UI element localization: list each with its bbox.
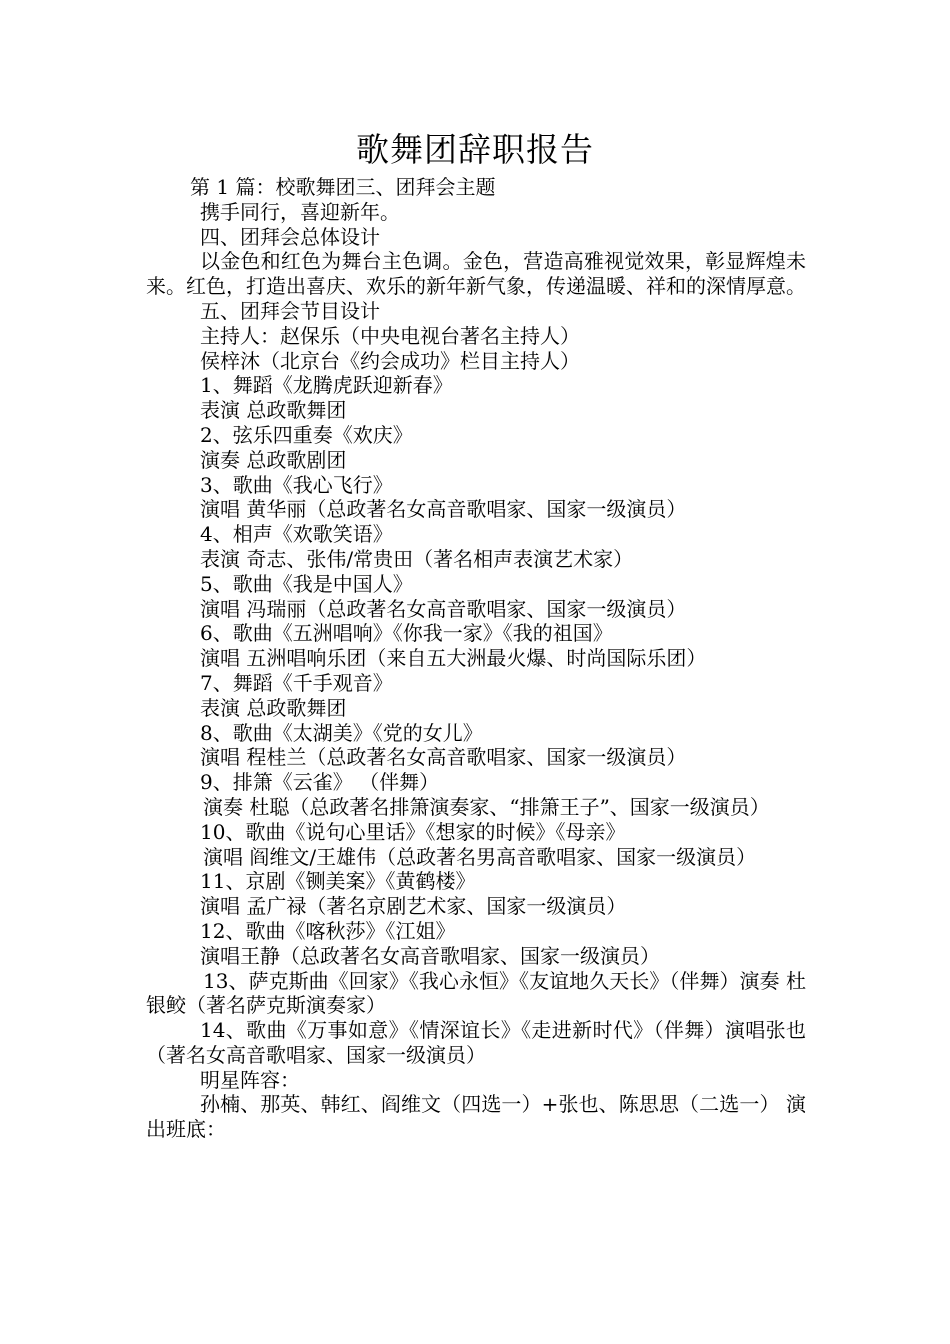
paragraph: 1、舞蹈《龙腾虎跃迎新春》: [200, 373, 453, 398]
paragraph: 5、歌曲《我是中国人》: [200, 571, 413, 596]
paragraph: 8、歌曲《太湖美》《党的女儿》: [200, 720, 483, 745]
paragraph: 演奏 总政歌剧团: [200, 447, 347, 472]
paragraph: 表演 总政歌舞团: [200, 398, 347, 423]
paragraph: 演唱 五洲唱响乐团（来自五大洲最火爆、时尚国际乐团）: [200, 646, 707, 671]
paragraph: 表演 奇志、张伟/常贵田（著名相声表演艺术家）: [200, 546, 634, 571]
paragraph: 2、弦乐四重奏《欢庆》: [200, 422, 413, 447]
paragraph: 14、歌曲《万事如意》《情深谊长》《走进新时代》（伴舞）演唱张也（著名女高音歌唱家、国家一级演员）: [146, 1018, 806, 1067]
paragraph: 侯梓沐（北京台《约会成功》栏目主持人）: [200, 348, 580, 373]
paragraph: 以金色和红色为舞台主色调。金色，营造高雅视觉效果，彰显辉煌未来。红色，打造出喜庆、欢乐的新年新气象，传递温暖、祥和的深情厚意。: [146, 249, 806, 299]
paragraph: 演唱 孟广禄（著名京剧艺术家、国家一级演员）: [200, 894, 627, 919]
paragraph: 7、舞蹈《千手观音》: [200, 670, 393, 695]
paragraph: 演唱 阎维文/王雄伟（总政著名男高音歌唱家、国家一级演员）: [203, 844, 757, 869]
paragraph: 明星阵容：: [200, 1067, 300, 1092]
paragraph: 演奏 杜聪（总政著名排箫演奏家、“排箫王子”、国家一级演员）: [203, 794, 770, 819]
paragraph: 9、排箫《云雀》 （伴舞）: [200, 770, 440, 795]
paragraph: 演唱 黄华丽（总政著名女高音歌唱家、国家一级演员）: [200, 497, 687, 522]
paragraph: 四、团拜会总体设计: [200, 224, 380, 249]
paragraph: 演唱 冯瑞丽（总政著名女高音歌唱家、国家一级演员）: [200, 596, 687, 621]
paragraph: 演唱 程桂兰（总政著名女高音歌唱家、国家一级演员）: [200, 745, 687, 770]
document-body: [146, 175, 806, 1142]
paragraph: 3、歌曲《我心飞行》: [200, 472, 393, 497]
paragraph: 演唱王静（总政著名女高音歌唱家、国家一级演员）: [200, 943, 660, 968]
paragraph: 13、萨克斯曲《回家》《我心永恒》《友谊地久天长》（伴舞）演奏 杜银鲛（著名萨克斯演奏家）: [146, 968, 806, 1018]
paragraph: 表演 总政歌舞团: [200, 695, 347, 720]
paragraph: 携手同行，喜迎新年。: [200, 199, 400, 224]
paragraph: 五、团拜会节目设计: [200, 298, 380, 323]
paragraph: 12、歌曲《喀秋莎》《江姐》: [200, 918, 456, 943]
paragraph: 主持人：赵保乐（中央电视台著名主持人）: [200, 323, 580, 348]
paragraph: 孙楠、那英、韩红、阎维文（四选一）+张也、陈思思（二选一） 演出班底：: [146, 1092, 806, 1142]
document-title: 歌舞团辞职报告: [356, 130, 594, 169]
paragraph: 11、京剧《铡美案》《黄鹤楼》: [200, 869, 476, 894]
paragraph: 10、歌曲《说句心里话》《想家的时候》《母亲》: [200, 819, 626, 844]
paragraph: 4、相声《欢歌笑语》: [200, 522, 393, 547]
paragraph: 第 1 篇：校歌舞团三、团拜会主题: [190, 175, 496, 199]
paragraph: 6、歌曲《五洲唱响》《你我一家》《我的祖国》: [200, 621, 613, 646]
